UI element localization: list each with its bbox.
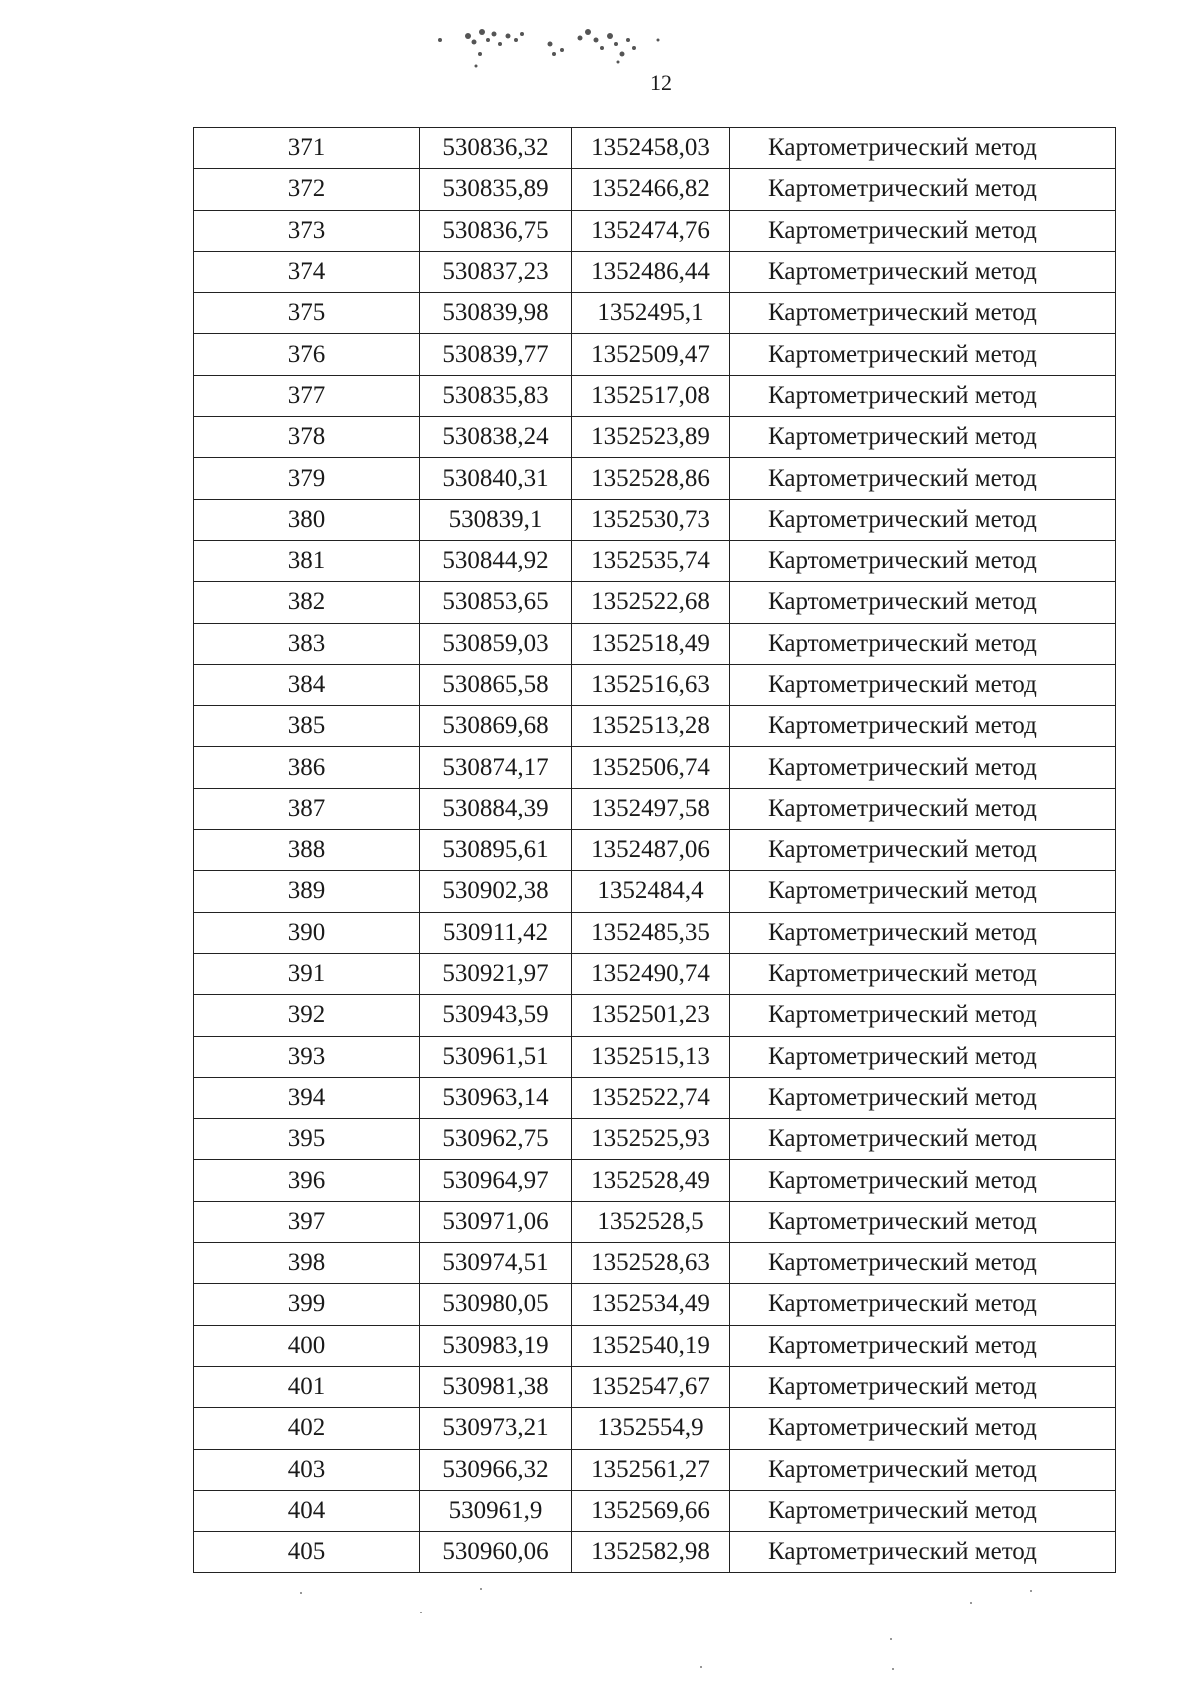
x-coordinate-cell: 530835,83 bbox=[420, 375, 572, 416]
point-number-cell: 385 bbox=[194, 706, 420, 747]
point-number-cell: 397 bbox=[194, 1201, 420, 1242]
table-row bbox=[194, 1036, 1116, 1077]
table-row bbox=[194, 788, 1116, 829]
method-cell: Картометрический метод bbox=[730, 251, 1116, 292]
point-number-cell: 377 bbox=[194, 375, 420, 416]
y-coordinate-cell: 1352582,98 bbox=[572, 1532, 730, 1573]
x-coordinate-cell: 530895,61 bbox=[420, 830, 572, 871]
y-coordinate-cell: 1352554,9 bbox=[572, 1408, 730, 1449]
point-number-cell: 399 bbox=[194, 1284, 420, 1325]
point-number-cell: 401 bbox=[194, 1366, 420, 1407]
method-cell: Картометрический метод bbox=[730, 706, 1116, 747]
point-number-cell: 376 bbox=[194, 334, 420, 375]
point-number-cell: 384 bbox=[194, 664, 420, 705]
point-number-cell: 380 bbox=[194, 499, 420, 540]
scan-speck bbox=[890, 1638, 892, 1640]
y-coordinate-cell: 1352534,49 bbox=[572, 1284, 730, 1325]
y-coordinate-cell: 1352495,1 bbox=[572, 293, 730, 334]
point-number-cell: 375 bbox=[194, 293, 420, 334]
method-cell: Картометрический метод bbox=[730, 210, 1116, 251]
table-row bbox=[194, 830, 1116, 871]
y-coordinate-cell: 1352466,82 bbox=[572, 169, 730, 210]
y-coordinate-cell: 1352490,74 bbox=[572, 953, 730, 994]
x-coordinate-cell: 530844,92 bbox=[420, 540, 572, 581]
y-coordinate-cell: 1352474,76 bbox=[572, 210, 730, 251]
table-row bbox=[194, 1243, 1116, 1284]
x-coordinate-cell: 530836,32 bbox=[420, 128, 572, 169]
x-coordinate-cell: 530980,05 bbox=[420, 1284, 572, 1325]
table-row bbox=[194, 623, 1116, 664]
y-coordinate-cell: 1352516,63 bbox=[572, 664, 730, 705]
method-cell: Картометрический метод bbox=[730, 1119, 1116, 1160]
method-cell: Картометрический метод bbox=[730, 417, 1116, 458]
point-number-cell: 404 bbox=[194, 1490, 420, 1531]
method-cell: Картометрический метод bbox=[730, 912, 1116, 953]
method-cell: Картометрический метод bbox=[730, 995, 1116, 1036]
table-row bbox=[194, 251, 1116, 292]
point-number-cell: 386 bbox=[194, 747, 420, 788]
y-coordinate-cell: 1352528,5 bbox=[572, 1201, 730, 1242]
table-row bbox=[194, 1119, 1116, 1160]
point-number-cell: 388 bbox=[194, 830, 420, 871]
table-row bbox=[194, 128, 1116, 169]
point-number-cell: 382 bbox=[194, 582, 420, 623]
x-coordinate-cell: 530966,32 bbox=[420, 1449, 572, 1490]
y-coordinate-cell: 1352509,47 bbox=[572, 334, 730, 375]
x-coordinate-cell: 530836,75 bbox=[420, 210, 572, 251]
method-cell: Картометрический метод bbox=[730, 1077, 1116, 1118]
x-coordinate-cell: 530963,14 bbox=[420, 1077, 572, 1118]
point-number-cell: 403 bbox=[194, 1449, 420, 1490]
y-coordinate-cell: 1352506,74 bbox=[572, 747, 730, 788]
table-row bbox=[194, 1325, 1116, 1366]
point-number-cell: 394 bbox=[194, 1077, 420, 1118]
table-row bbox=[194, 912, 1116, 953]
method-cell: Картометрический метод bbox=[730, 1449, 1116, 1490]
y-coordinate-cell: 1352561,27 bbox=[572, 1449, 730, 1490]
y-coordinate-cell: 1352522,68 bbox=[572, 582, 730, 623]
y-coordinate-cell: 1352458,03 bbox=[572, 128, 730, 169]
table-row bbox=[194, 169, 1116, 210]
x-coordinate-cell: 530961,51 bbox=[420, 1036, 572, 1077]
method-cell: Картометрический метод bbox=[730, 1036, 1116, 1077]
scan-speck bbox=[700, 1666, 702, 1668]
x-coordinate-cell: 530943,59 bbox=[420, 995, 572, 1036]
x-coordinate-cell: 530839,1 bbox=[420, 499, 572, 540]
method-cell: Картометрический метод bbox=[730, 1532, 1116, 1573]
x-coordinate-cell: 530853,65 bbox=[420, 582, 572, 623]
point-number-cell: 405 bbox=[194, 1532, 420, 1573]
method-cell: Картометрический метод bbox=[730, 128, 1116, 169]
scan-speck bbox=[480, 1588, 482, 1590]
coordinates-table bbox=[193, 127, 1116, 1573]
method-cell: Картометрический метод bbox=[730, 747, 1116, 788]
x-coordinate-cell: 530839,98 bbox=[420, 293, 572, 334]
y-coordinate-cell: 1352530,73 bbox=[572, 499, 730, 540]
x-coordinate-cell: 530840,31 bbox=[420, 458, 572, 499]
method-cell: Картометрический метод bbox=[730, 1325, 1116, 1366]
x-coordinate-cell: 530964,97 bbox=[420, 1160, 572, 1201]
point-number-cell: 392 bbox=[194, 995, 420, 1036]
x-coordinate-cell: 530837,23 bbox=[420, 251, 572, 292]
x-coordinate-cell: 530962,75 bbox=[420, 1119, 572, 1160]
y-coordinate-cell: 1352487,06 bbox=[572, 830, 730, 871]
table-row bbox=[194, 747, 1116, 788]
method-cell: Картометрический метод bbox=[730, 1284, 1116, 1325]
y-coordinate-cell: 1352569,66 bbox=[572, 1490, 730, 1531]
method-cell: Картометрический метод bbox=[730, 788, 1116, 829]
point-number-cell: 391 bbox=[194, 953, 420, 994]
method-cell: Картометрический метод bbox=[730, 830, 1116, 871]
point-number-cell: 398 bbox=[194, 1243, 420, 1284]
y-coordinate-cell: 1352528,63 bbox=[572, 1243, 730, 1284]
table-row bbox=[194, 210, 1116, 251]
y-coordinate-cell: 1352517,08 bbox=[572, 375, 730, 416]
point-number-cell: 396 bbox=[194, 1160, 420, 1201]
x-coordinate-cell: 530869,68 bbox=[420, 706, 572, 747]
x-coordinate-cell: 530835,89 bbox=[420, 169, 572, 210]
table-row bbox=[194, 293, 1116, 334]
point-number-cell: 378 bbox=[194, 417, 420, 458]
point-number-cell: 373 bbox=[194, 210, 420, 251]
scan-speck bbox=[892, 1668, 894, 1670]
x-coordinate-cell: 530983,19 bbox=[420, 1325, 572, 1366]
table-row bbox=[194, 334, 1116, 375]
method-cell: Картометрический метод bbox=[730, 953, 1116, 994]
point-number-cell: 372 bbox=[194, 169, 420, 210]
table-row bbox=[194, 1160, 1116, 1201]
x-coordinate-cell: 530902,38 bbox=[420, 871, 572, 912]
method-cell: Картометрический метод bbox=[730, 1490, 1116, 1531]
point-number-cell: 395 bbox=[194, 1119, 420, 1160]
table-row bbox=[194, 499, 1116, 540]
scan-speck bbox=[300, 1592, 302, 1594]
table-row bbox=[194, 375, 1116, 416]
y-coordinate-cell: 1352525,93 bbox=[572, 1119, 730, 1160]
x-coordinate-cell: 530838,24 bbox=[420, 417, 572, 458]
method-cell: Картометрический метод bbox=[730, 1160, 1116, 1201]
scan-speck bbox=[420, 1612, 422, 1613]
table-row bbox=[194, 1449, 1116, 1490]
x-coordinate-cell: 530911,42 bbox=[420, 912, 572, 953]
point-number-cell: 393 bbox=[194, 1036, 420, 1077]
page-number: 12 bbox=[650, 70, 672, 95]
table-row bbox=[194, 1201, 1116, 1242]
y-coordinate-cell: 1352485,35 bbox=[572, 912, 730, 953]
table-row bbox=[194, 1490, 1116, 1531]
scan-speck bbox=[1030, 1590, 1032, 1592]
x-coordinate-cell: 530921,97 bbox=[420, 953, 572, 994]
y-coordinate-cell: 1352528,86 bbox=[572, 458, 730, 499]
point-number-cell: 400 bbox=[194, 1325, 420, 1366]
x-coordinate-cell: 530981,38 bbox=[420, 1366, 572, 1407]
table-row bbox=[194, 871, 1116, 912]
y-coordinate-cell: 1352523,89 bbox=[572, 417, 730, 458]
y-coordinate-cell: 1352518,49 bbox=[572, 623, 730, 664]
table-row bbox=[194, 953, 1116, 994]
scan-speck bbox=[970, 1602, 972, 1604]
x-coordinate-cell: 530973,21 bbox=[420, 1408, 572, 1449]
point-number-cell: 389 bbox=[194, 871, 420, 912]
y-coordinate-cell: 1352540,19 bbox=[572, 1325, 730, 1366]
x-coordinate-cell: 530974,51 bbox=[420, 1243, 572, 1284]
table-row bbox=[194, 995, 1116, 1036]
method-cell: Картометрический метод bbox=[730, 871, 1116, 912]
table-row bbox=[194, 417, 1116, 458]
coordinates-table-body bbox=[194, 128, 1116, 1573]
y-coordinate-cell: 1352528,49 bbox=[572, 1160, 730, 1201]
method-cell: Картометрический метод bbox=[730, 1366, 1116, 1407]
table-row bbox=[194, 1284, 1116, 1325]
point-number-cell: 381 bbox=[194, 540, 420, 581]
x-coordinate-cell: 530874,17 bbox=[420, 747, 572, 788]
table-row bbox=[194, 1366, 1116, 1407]
y-coordinate-cell: 1352501,23 bbox=[572, 995, 730, 1036]
table-row bbox=[194, 540, 1116, 581]
table-row bbox=[194, 1532, 1116, 1573]
table-row bbox=[194, 582, 1116, 623]
y-coordinate-cell: 1352513,28 bbox=[572, 706, 730, 747]
point-number-cell: 379 bbox=[194, 458, 420, 499]
method-cell: Картометрический метод bbox=[730, 1408, 1116, 1449]
method-cell: Картометрический метод bbox=[730, 169, 1116, 210]
point-number-cell: 402 bbox=[194, 1408, 420, 1449]
point-number-cell: 374 bbox=[194, 251, 420, 292]
x-coordinate-cell: 530960,06 bbox=[420, 1532, 572, 1573]
y-coordinate-cell: 1352497,58 bbox=[572, 788, 730, 829]
table-row bbox=[194, 706, 1116, 747]
x-coordinate-cell: 530971,06 bbox=[420, 1201, 572, 1242]
point-number-cell: 371 bbox=[194, 128, 420, 169]
method-cell: Картометрический метод bbox=[730, 540, 1116, 581]
table-row bbox=[194, 458, 1116, 499]
point-number-cell: 383 bbox=[194, 623, 420, 664]
method-cell: Картометрический метод bbox=[730, 623, 1116, 664]
method-cell: Картометрический метод bbox=[730, 664, 1116, 705]
y-coordinate-cell: 1352535,74 bbox=[572, 540, 730, 581]
y-coordinate-cell: 1352515,13 bbox=[572, 1036, 730, 1077]
point-number-cell: 390 bbox=[194, 912, 420, 953]
method-cell: Картометрический метод bbox=[730, 1201, 1116, 1242]
method-cell: Картометрический метод bbox=[730, 293, 1116, 334]
method-cell: Картометрический метод bbox=[730, 1243, 1116, 1284]
y-coordinate-cell: 1352547,67 bbox=[572, 1366, 730, 1407]
table-row bbox=[194, 1077, 1116, 1118]
method-cell: Картометрический метод bbox=[730, 582, 1116, 623]
x-coordinate-cell: 530865,58 bbox=[420, 664, 572, 705]
point-number-cell: 387 bbox=[194, 788, 420, 829]
faded-stamp-mark bbox=[430, 10, 730, 80]
method-cell: Картометрический метод bbox=[730, 375, 1116, 416]
x-coordinate-cell: 530839,77 bbox=[420, 334, 572, 375]
table-row bbox=[194, 664, 1116, 705]
y-coordinate-cell: 1352484,4 bbox=[572, 871, 730, 912]
method-cell: Картометрический метод bbox=[730, 499, 1116, 540]
y-coordinate-cell: 1352522,74 bbox=[572, 1077, 730, 1118]
x-coordinate-cell: 530961,9 bbox=[420, 1490, 572, 1531]
method-cell: Картометрический метод bbox=[730, 458, 1116, 499]
x-coordinate-cell: 530859,03 bbox=[420, 623, 572, 664]
x-coordinate-cell: 530884,39 bbox=[420, 788, 572, 829]
table-row bbox=[194, 1408, 1116, 1449]
method-cell: Картометрический метод bbox=[730, 334, 1116, 375]
y-coordinate-cell: 1352486,44 bbox=[572, 251, 730, 292]
